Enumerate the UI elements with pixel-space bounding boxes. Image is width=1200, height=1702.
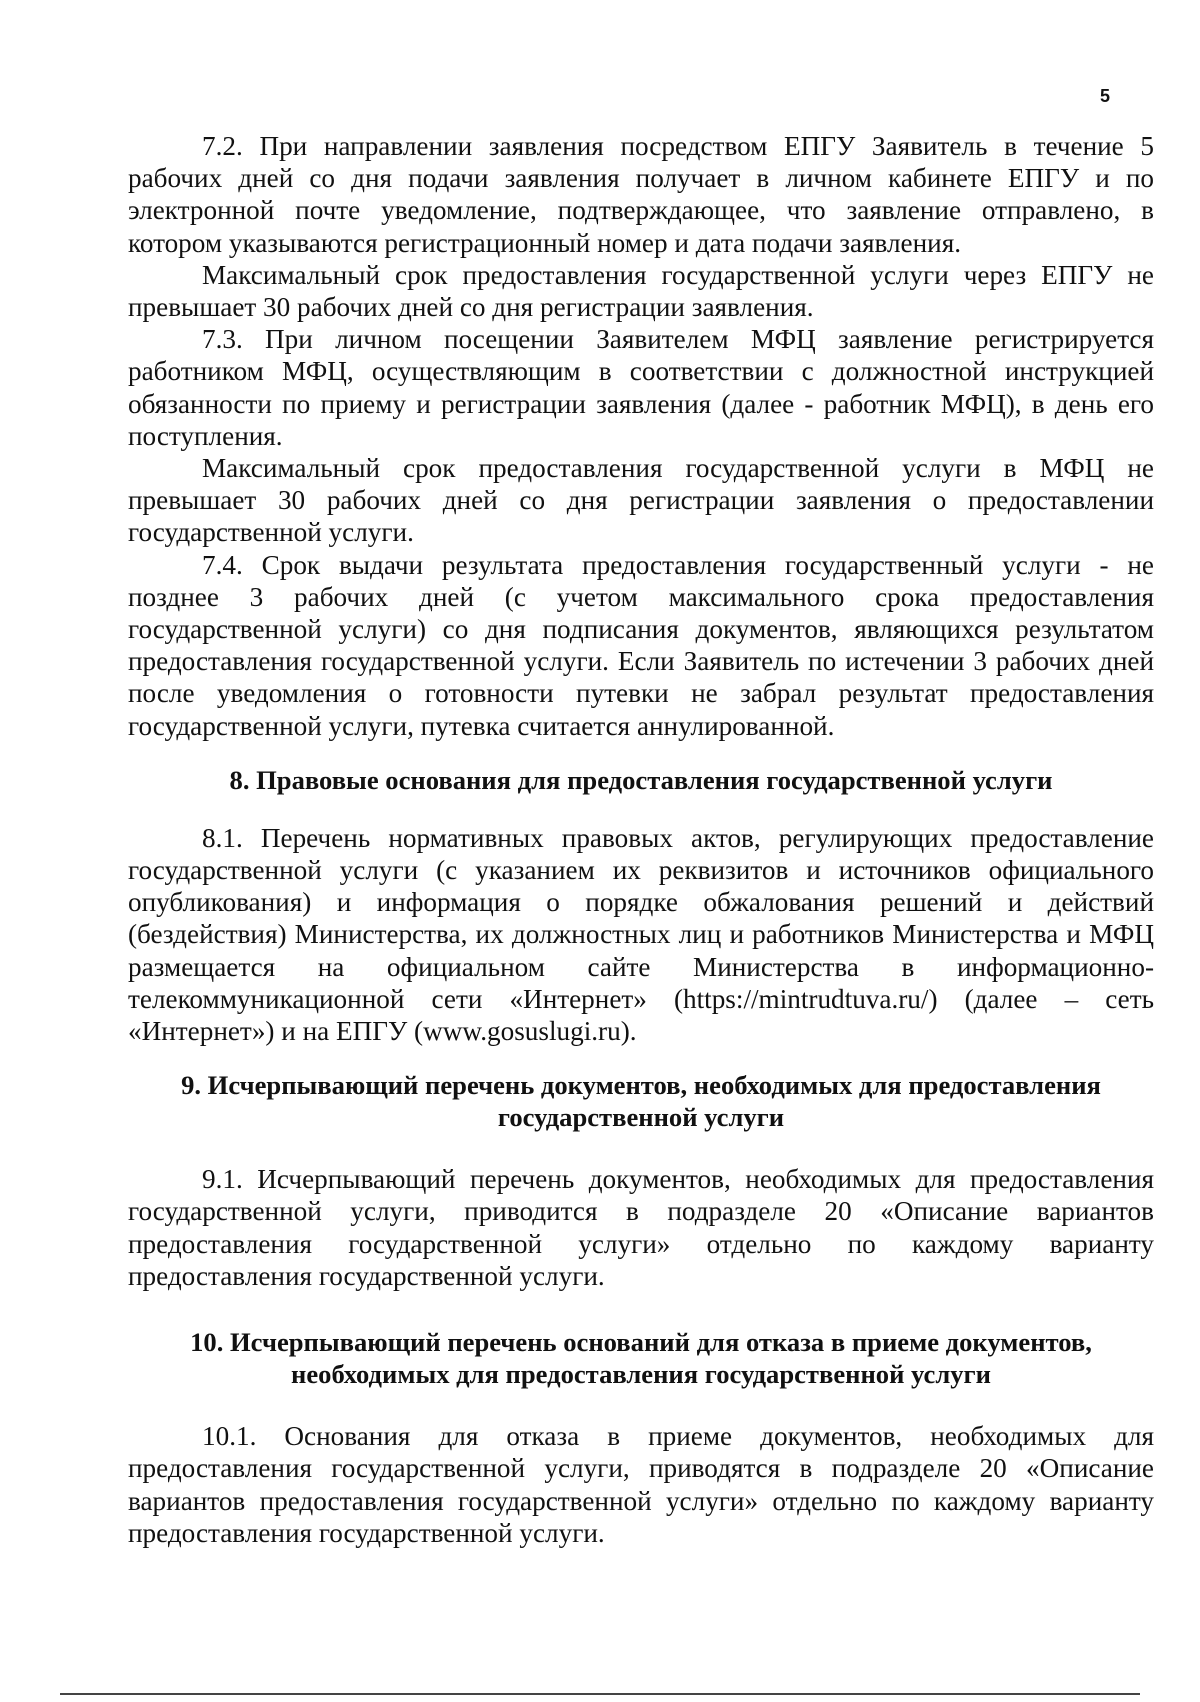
spacer: [128, 1292, 1154, 1326]
paragraph-7-2: 7.2. При направлении заявления посредством ЕПГУ Заявитель в течение 5 рабочих дней со дня подачи заявления получает в личном кабинете ЕПГУ и по электронной почте уведомление, подтверждающее, что заявление отправлено, в котором указываются регистрационный номер и дата подачи заявления.: [128, 131, 1154, 258]
spacer: [128, 796, 1154, 822]
section-heading-8: 8. Правовые основания для предоставления государственной услуги: [229, 764, 1053, 795]
paragraph-7-4: 7.4. Срок выдачи результата предоставления государственный услуги - не позднее 3 рабочих дней (с учетом максимального срока предоставления государственной услуги) со дня подписания документов, являющихся результатом предоставления государственной услуги. Если Заявитель по истечении 3 рабочих дней после уведомления о готовности путевки не забрал результат предоставления государственной услуги, путевка считается аннулированной.: [128, 549, 1154, 741]
paragraph-7-3: 7.3. При личном посещении Заявителем МФЦ заявление регистрируется работником МФЦ, осуществляющим в соответствии с должностной инструкцией обязанности по приему и регистрации заявления (далее - работник МФЦ), в день его поступления.: [128, 324, 1154, 451]
page-number: 5: [1099, 86, 1110, 106]
spacer: [128, 1047, 1154, 1069]
paragraph-10-1: 10.1. Основания для отказа в приеме документов, необходимых для предоставления государственной услуги, приводятся в подразделе 20 «Описание вариантов предоставления государственной услуги» отдельно по каждому варианту предоставления государственной услуги.: [128, 1421, 1154, 1548]
paragraph-8-1: 8.1. Перечень нормативных правовых актов, регулирующих предоставление государственной услуги (с указанием их реквизитов и источников официального опубликования) и информация о порядке обжалования решений и действий (бездействия) Министерства, их должностных лиц и работников Министерства и МФЦ размещается на официальном сайте Министерства в информационно-телекоммуникационной сети «Интернет» (https://mintrudtuva.ru/) (далее – сеть «Интернет») и на ЕПГУ (www.gosuslugi.ru).: [128, 822, 1154, 1047]
paragraph-9-1: 9.1. Исчерпывающий перечень документов, необходимых для предоставления государственной услуги, приводится в подразделе 20 «Описание вариантов предоставления государственной услуги» отдельно по каждому варианту предоставления государственной услуги.: [128, 1164, 1154, 1291]
spacer: [128, 1133, 1154, 1163]
document-body: [128, 130, 1154, 1549]
section-heading-9: 9. Исчерпывающий перечень документов, необходимых для предоставления государственной услуги: [181, 1070, 1101, 1133]
bottom-edge-line: [60, 1693, 1140, 1695]
paragraph-7-2-max-term: Максимальный срок предоставления государственной услуги через ЕПГУ не превышает 30 рабочих дней со дня регистрации заявления.: [128, 259, 1154, 323]
paragraph-7-3-max-term: Максимальный срок предоставления государственной услуги в МФЦ не превышает 30 рабочих дней со дня регистрации заявления о предоставлении государственной услуги.: [128, 453, 1154, 548]
section-heading-10: 10. Исчерпывающий перечень оснований для отказа в приеме документов, необходимых для предоставления государственной услуги: [190, 1327, 1092, 1390]
spacer: [128, 742, 1154, 764]
spacer: [128, 1390, 1154, 1420]
